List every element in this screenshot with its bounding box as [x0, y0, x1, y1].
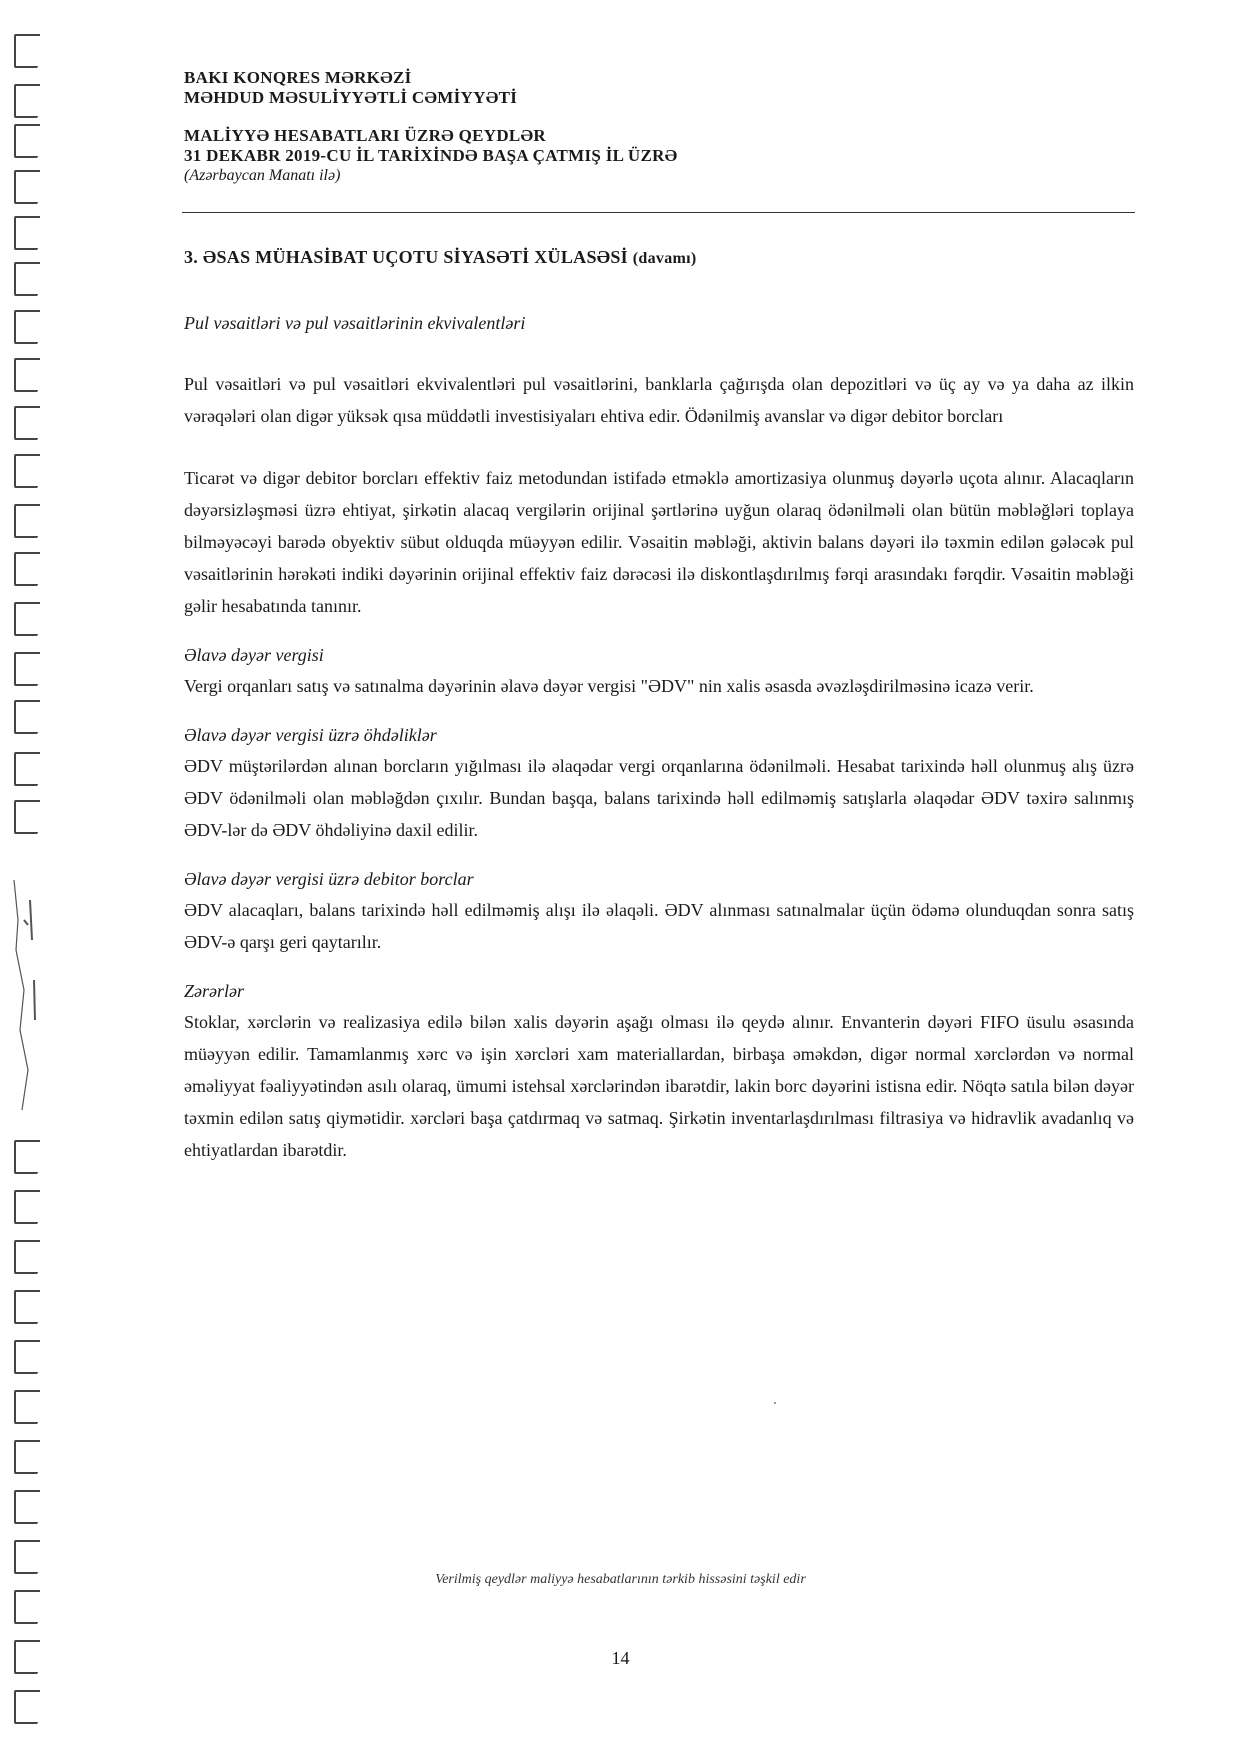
binder-ring — [14, 602, 38, 636]
section-title — [184, 247, 697, 268]
document-header — [184, 68, 1134, 186]
binder-ring — [14, 406, 38, 440]
binder-ring — [14, 1290, 38, 1324]
losses-heading: Zərərlər — [184, 981, 244, 1001]
losses-paragraph: Stoklar, xərclərin və realizasiya edilə bilən xalis dəyərin aşağı olması ilə qeydə alınır. Envanterin dəyəri FIFO üsulu əsasında müəyyən edilir. Tamamlanmış xərc və işin xərcləri xam materiallardan, birbaşa əməkdən, digər normal xərclərdən və normal əməliyyat fəaliyyətindən asılı olaraq, ümumi istehsal xərclərindən ibarətdir, lakin borc dəyərini istisna edir. Nöqtə satıla bilən dəyər təxmin edilən satış qiymətidir. xərcləri başa çatdırmaq və satmaq. Şirkətin inventarlaşdırılması filtrasiya və hidravlik avadanlıq və ehtiyatlardan ibarətdir. — [184, 1012, 1134, 1160]
binder-ring — [14, 262, 38, 296]
header-rule — [182, 212, 1135, 213]
binder-ring — [14, 1490, 38, 1524]
scan-speck — [774, 1402, 776, 1404]
binder-ring — [14, 552, 38, 586]
company-name: BAKI KONQRES MƏRKƏZİ — [184, 68, 412, 87]
binder-ring — [14, 652, 38, 686]
currency-note: (Azərbaycan Manatı ilə) — [184, 167, 341, 184]
binder-ring — [14, 800, 38, 834]
margin-scribble — [10, 880, 40, 1110]
binder-ring — [14, 34, 38, 68]
page-number: 14 — [611, 1648, 630, 1668]
binder-ring — [14, 84, 38, 118]
document-body — [184, 308, 1134, 1166]
section-title-text: 3. ƏSAS MÜHASİBAT UÇOTU SİYASƏTİ XÜLASƏSİ — [184, 247, 628, 267]
vat-liabilities-heading: Əlavə dəyər vergisi üzrə öhdəliklər — [184, 725, 437, 745]
binder-ring — [14, 216, 38, 250]
binder-ring — [14, 752, 38, 786]
binder-ring — [14, 170, 38, 204]
report-period: 31 DEKABR 2019-CU İL TARİXİNDƏ BAŞA ÇATMIŞ İL ÜZRƏ — [184, 146, 678, 165]
binder-ring — [14, 124, 38, 158]
company-type: MƏHDUD MƏSULİYYƏTLİ CƏMİYYƏTİ — [184, 88, 518, 107]
binder-ring — [14, 1690, 38, 1724]
binder-ring — [14, 1340, 38, 1374]
footer-note: Verilmiş qeydlər maliyyə hesabatlarının tərkib hissəsini təşkil edir — [435, 1572, 806, 1587]
vat-receivables-paragraph: ƏDV alacaqları, balans tarixində həll edilməmiş alışı ilə əlaqəli. ƏDV alınması satınalmalar üçün ödəmə olunduqdan sonra satış ƏDV-ə qarşı geri qaytarılır. — [184, 900, 1134, 952]
binder-ring — [14, 454, 38, 488]
binder-ring — [14, 700, 38, 734]
binder-ring — [14, 504, 38, 538]
binder-ring — [14, 310, 38, 344]
section-continued: (davamı) — [632, 250, 697, 267]
binder-ring — [14, 1440, 38, 1474]
vat-receivables-heading: Əlavə dəyər vergisi üzrə debitor borclar — [184, 869, 474, 889]
vat-paragraph: Vergi orqanları satış və satınalma dəyərinin əlavə dəyər vergisi "ƏDV" nin xalis əsasda əvəzləşdirilməsinə icazə verir. — [184, 676, 1034, 696]
binder-ring — [14, 1390, 38, 1424]
binder-ring — [14, 1190, 38, 1224]
binder-ring — [14, 1240, 38, 1274]
cash-heading: Pul vəsaitləri və pul vəsaitlərinin ekvivalentləri — [184, 313, 526, 333]
cash-paragraph: Pul vəsaitləri və pul vəsaitləri ekvivalentləri pul vəsaitlərini, banklarla çağırışda olan depozitləri və üç ay və ya daha az ilkin vərəqələri olan digər yüksək qısa müddətli investisiyaları ehtiva edir. Ödənilmiş avanslar və digər debitor borcları — [184, 374, 1134, 426]
report-title: MALİYYƏ HESABATLARI ÜZRƏ QEYDLƏR — [184, 126, 546, 145]
vat-liabilities-paragraph: ƏDV müştərilərdən alınan borcların yığılması ilə əlaqədar vergi orqanlarına ödənilməli. Hesabat tarixində həll olunmuş alış üzrə ƏDV ödənilməli olan məbləğdən çıxılır. Bundan başqa, balans tarixində həll edilməmiş satışlarla əlaqədar ƏDV təxirə salınmış ƏDV-lər də ƏDV öhdəliyinə daxil edilir. — [184, 756, 1134, 840]
binder-ring — [14, 1140, 38, 1174]
binder-ring — [14, 1540, 38, 1574]
binder-ring — [14, 358, 38, 392]
receivables-paragraph: Ticarət və digər debitor borcları effektiv faiz metodundan istifadə etməklə amortizasiya olunmuş dəyərlə uçota alınır. Alacaqların dəyərsizləşməsi üzrə ehtiyat, şirkətin alacaq vergilərin orijinal şərtlərinə uyğun olaraq ödənilməli olan bütün məbləğləri toplaya bilməyəcəyi barədə obyektiv sübut olduqda müəyyən edilir. Vəsaitin məbləği, aktivin balans dəyəri ilə təxmin edilən gələcək pul vəsaitlərinin hərəkəti indiki dəyərinin orijinal effektiv faiz dərəcəsi ilə diskontlaşdırılmış fərqi arasındakı fərqdir. Vəsaitin məbləği gəlir hesabatında tanınır. — [184, 468, 1134, 616]
vat-heading: Əlavə dəyər vergisi — [184, 645, 324, 665]
binder-ring — [14, 1590, 38, 1624]
